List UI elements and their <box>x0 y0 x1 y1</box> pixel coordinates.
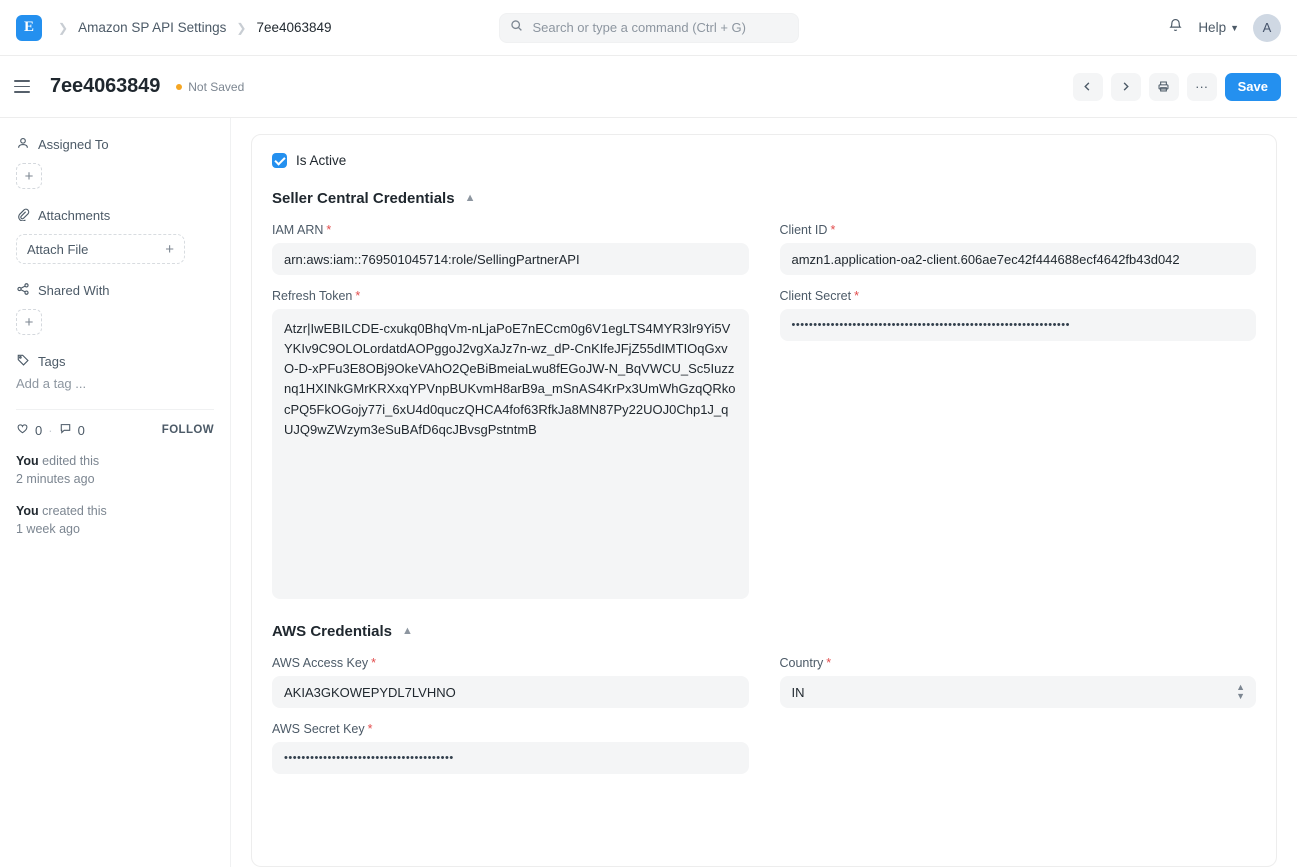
activity-created <box>16 502 214 538</box>
sidebar-section-assigned-to <box>16 136 214 189</box>
field-client-secret <box>780 289 1257 599</box>
field-aws-access-key <box>272 656 749 708</box>
field-aws-secret-key <box>272 722 749 774</box>
attach-file-button[interactable] <box>16 234 185 264</box>
select-arrows-icon: ▲ ▼ <box>1236 682 1245 701</box>
attach-file-label: Attach File <box>27 241 89 257</box>
body <box>0 118 1297 867</box>
sidebar-toggle-icon[interactable] <box>14 76 36 98</box>
help-label: Help <box>1198 20 1227 35</box>
page-header <box>0 56 1297 118</box>
previous-document-button[interactable] <box>1073 73 1103 101</box>
user-icon <box>16 136 30 153</box>
follow-button[interactable]: FOLLOW <box>161 424 214 436</box>
aws-secret-key-required: * <box>367 722 373 736</box>
status-badge <box>176 80 244 94</box>
search-icon <box>510 19 523 37</box>
activity-text-created: created this <box>38 504 107 519</box>
activity-time-edited: 2 minutes ago <box>16 472 95 487</box>
help-menu[interactable] <box>1198 20 1239 35</box>
add-assignee-button[interactable]: + <box>16 163 42 189</box>
sidebar-section-tags <box>16 353 214 391</box>
breadcrumb-item-settings[interactable]: Amazon SP API Settings <box>78 20 227 35</box>
add-shared-user-button[interactable]: + <box>16 309 42 335</box>
more-options-button[interactable]: ··· <box>1187 73 1217 101</box>
refresh-token-required: * <box>355 289 361 303</box>
comment-icon[interactable] <box>59 422 72 438</box>
chevron-up-icon-aws: ▲ <box>402 624 413 637</box>
iam-arn-label-text: IAM ARN <box>272 223 324 237</box>
main-content <box>231 118 1297 867</box>
is-active-row <box>272 153 1256 168</box>
country-select[interactable]: IN <box>780 676 1257 708</box>
aws-secret-key-label <box>272 722 749 736</box>
refresh-token-textarea[interactable] <box>272 309 749 599</box>
client-id-label-text: Client ID <box>779 223 828 237</box>
search-input[interactable] <box>531 19 788 36</box>
page-title: 7ee4063849 <box>50 75 161 97</box>
iam-arn-label <box>272 223 749 237</box>
app-logo[interactable]: E <box>16 15 42 41</box>
shared-with-label: Shared With <box>38 283 110 298</box>
field-country <box>780 656 1257 708</box>
section-seller-central-credentials[interactable] <box>272 190 1256 207</box>
attachments-label-row <box>16 207 214 224</box>
print-button[interactable] <box>1149 73 1179 101</box>
client-id-input[interactable]: amzn1.application-oa2-client.606ae7ec42f444688ecf4642fb43d042 <box>780 243 1257 275</box>
breadcrumb-item-document[interactable]: 7ee4063849 <box>256 20 332 35</box>
client-secret-label <box>780 289 1257 303</box>
tags-label: Tags <box>38 354 66 369</box>
breadcrumb-separator-2: ❯ <box>236 20 247 35</box>
avatar[interactable]: A <box>1253 14 1281 42</box>
activity-time-created: 1 week ago <box>16 522 80 537</box>
status-badge-label: Not Saved <box>188 79 245 94</box>
next-document-button[interactable] <box>1111 73 1141 101</box>
activity-actor-edited: You <box>16 454 39 468</box>
refresh-token-label <box>272 289 749 303</box>
iam-arn-required: * <box>326 223 332 237</box>
client-id-required: * <box>830 223 836 237</box>
aws-access-key-label-text: AWS Access Key <box>272 656 369 670</box>
tags-label-row <box>16 353 214 370</box>
tag-icon <box>16 353 30 370</box>
country-label <box>780 656 1257 670</box>
field-refresh-token <box>272 289 749 599</box>
is-active-label: Is Active <box>296 153 347 168</box>
breadcrumb-separator-1: ❯ <box>58 20 69 35</box>
activity-actor-created: You <box>16 504 39 519</box>
section-title-seller-central: Seller Central Credentials <box>272 190 455 207</box>
assigned-to-label-row <box>16 136 214 153</box>
aws-grid <box>272 656 1256 774</box>
client-secret-required: * <box>854 289 859 303</box>
aws-access-key-required: * <box>371 656 376 670</box>
section-spacer <box>272 599 1256 623</box>
form-card <box>251 134 1277 867</box>
iam-arn-input[interactable]: arn:aws:iam::769501045714:role/SellingPartnerAPI <box>272 243 749 275</box>
country-label-text: Country <box>779 656 824 670</box>
paperclip-icon <box>16 207 30 224</box>
add-tag-input[interactable]: Add a tag ... <box>16 376 87 391</box>
navbar-right <box>1167 14 1281 42</box>
section-aws-credentials[interactable] <box>272 623 1256 640</box>
client-secret-label-text: Client Secret <box>779 289 852 303</box>
refresh-token-label-text: Refresh Token <box>272 289 353 303</box>
seller-central-grid <box>272 223 1256 599</box>
is-active-checkbox[interactable] <box>272 153 287 168</box>
aws-secret-key-label-text: AWS Secret Key <box>272 722 365 736</box>
top-navbar <box>0 0 1297 56</box>
field-client-id <box>780 223 1257 275</box>
client-id-label <box>780 223 1257 237</box>
comment-count: 0 <box>77 422 85 438</box>
share-icon <box>16 282 30 299</box>
section-title-aws: AWS Credentials <box>272 623 393 640</box>
global-search[interactable] <box>499 13 799 43</box>
country-required: * <box>826 656 832 670</box>
activity-text-edited: edited this <box>38 454 100 468</box>
field-iam-arn <box>272 223 749 275</box>
notifications-icon[interactable] <box>1167 17 1184 39</box>
activity-edited <box>16 452 214 488</box>
plus-icon: + <box>165 240 174 258</box>
aws-secret-key-input[interactable]: ••••••••••••••••••••••••••••••••••••••• <box>272 742 749 774</box>
sidebar-section-shared-with <box>16 282 214 335</box>
save-button[interactable]: Save <box>1225 73 1281 101</box>
assigned-to-label: Assigned To <box>38 137 109 152</box>
client-secret-input[interactable]: •••••••••••••••••••••••••••••••••••••••••••••••••••••••••••••••• <box>780 309 1257 341</box>
country-select-wrap <box>780 676 1257 708</box>
aws-access-key-input[interactable]: AKIA3GKOWEPYDL7LVHNO <box>272 676 749 708</box>
count-separator: · <box>48 422 53 438</box>
attachments-label: Attachments <box>38 208 111 223</box>
like-count: 0 <box>35 422 43 438</box>
sidebar-section-attachments <box>16 207 214 264</box>
header-actions <box>1073 73 1281 101</box>
aws-access-key-label <box>272 656 749 670</box>
engagement-row <box>16 422 214 438</box>
shared-with-label-row <box>16 282 214 299</box>
sidebar-divider <box>16 409 214 410</box>
sidebar <box>0 118 231 867</box>
status-dot-icon <box>176 84 182 90</box>
chevron-down-icon: ▼ <box>1230 22 1239 33</box>
heart-icon[interactable] <box>16 422 29 438</box>
chevron-up-icon: ▲ <box>464 191 476 204</box>
